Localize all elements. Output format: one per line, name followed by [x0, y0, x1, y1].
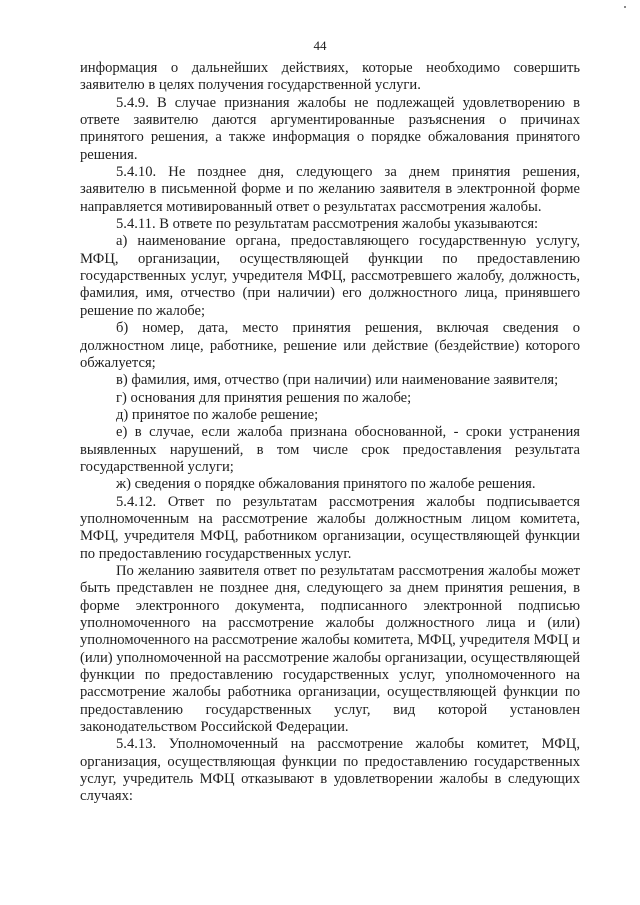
list-item-g: г) основания для принятия решения по жалобе;: [116, 389, 412, 406]
list-item-e: е) в случае, если жалоба признана обоснованной, - сроки устранения выявленных нарушений, в том числе срок предоставления результата государственной услуги;: [80, 424, 580, 475]
page-number: 44: [313, 38, 327, 53]
list-item-zh: ж) сведения о порядке обжалования принятого по жалобе решения.: [116, 476, 536, 493]
paragraph-5-4-9: 5.4.9. В случае признания жалобы не подлежащей удовлетворению в ответе заявителю даются аргументированные разъяснения о причинах принятого решения, а также информация о порядке обжалования принятого решения.: [80, 94, 580, 163]
list-item-b: б) номер, дата, место принятия решения, включая сведения о должностном лице, работнике, решение или действие (бездействие) которого обжалуется;: [80, 320, 580, 371]
paragraph-electronic-response: По желанию заявителя ответ по результатам рассмотрения жалобы может быть представлен не позднее дня, следующего за днем принятия решения, в форме электронного документа, подписанного электронной подписью уполномоченного на рассмотрение жалобы должностного лица и (или) уполномоченного на рассмотрение жалобы комитета, МФЦ, учредителя МФЦ и (или) уполномоченной на рассмотрение жалобы организации, осуществляющей функции по предоставлению государственных услуг, уполномоченного на рассмотрение жалобы работника организации, осуществляющей функции по предоставлению государственных услуг, вид которой установлен законодательством Российской Федерации.: [80, 562, 580, 736]
list-item-a: а) наименование органа, предоставляющего государственную услугу, МФЦ, организации, осуществляющей функции по предоставлению государственных услуг, учредителя МФЦ, рассмотревшего жалобу, должность, фамилия, имя, отчество (при наличии) его должностного лица, принявшего решение по жалобе;: [80, 233, 580, 319]
scan-speck: [624, 6, 626, 8]
paragraph-continuation: информация о дальнейших действиях, которые необходимо совершить заявителю в целях получения государственной услуги.: [80, 60, 580, 94]
list-item-d: д) принятое по жалобе решение;: [116, 406, 319, 423]
paragraph-5-4-10: 5.4.10. Не позднее дня, следующего за днем принятия решения, заявителю в письменной форме и по желанию заявителя в электронной форме направляется мотивированный ответ о результатах рассмотрения жалобы.: [80, 164, 580, 215]
paragraph-5-4-11: 5.4.11. В ответе по результатам рассмотрения жалобы указываются:: [116, 216, 539, 233]
document-body: [80, 60, 580, 806]
paragraph-5-4-13: 5.4.13. Уполномоченный на рассмотрение жалобы комитет, МФЦ, организация, осуществляющая функции по предоставлению государственных услуг, учредитель МФЦ отказывают в удовлетворении жалобы в следующих случаях:: [80, 736, 580, 805]
paragraph-5-4-12: 5.4.12. Ответ по результатам рассмотрения жалобы подписывается уполномоченным на рассмотрение жалобы должностным лицом комитета, МФЦ, учредителя МФЦ, работником организации, осуществляющей функции по предоставлению государственных услуг.: [80, 493, 580, 562]
list-item-v: в) фамилия, имя, отчество (при наличии) или наименование заявителя;: [116, 372, 559, 389]
